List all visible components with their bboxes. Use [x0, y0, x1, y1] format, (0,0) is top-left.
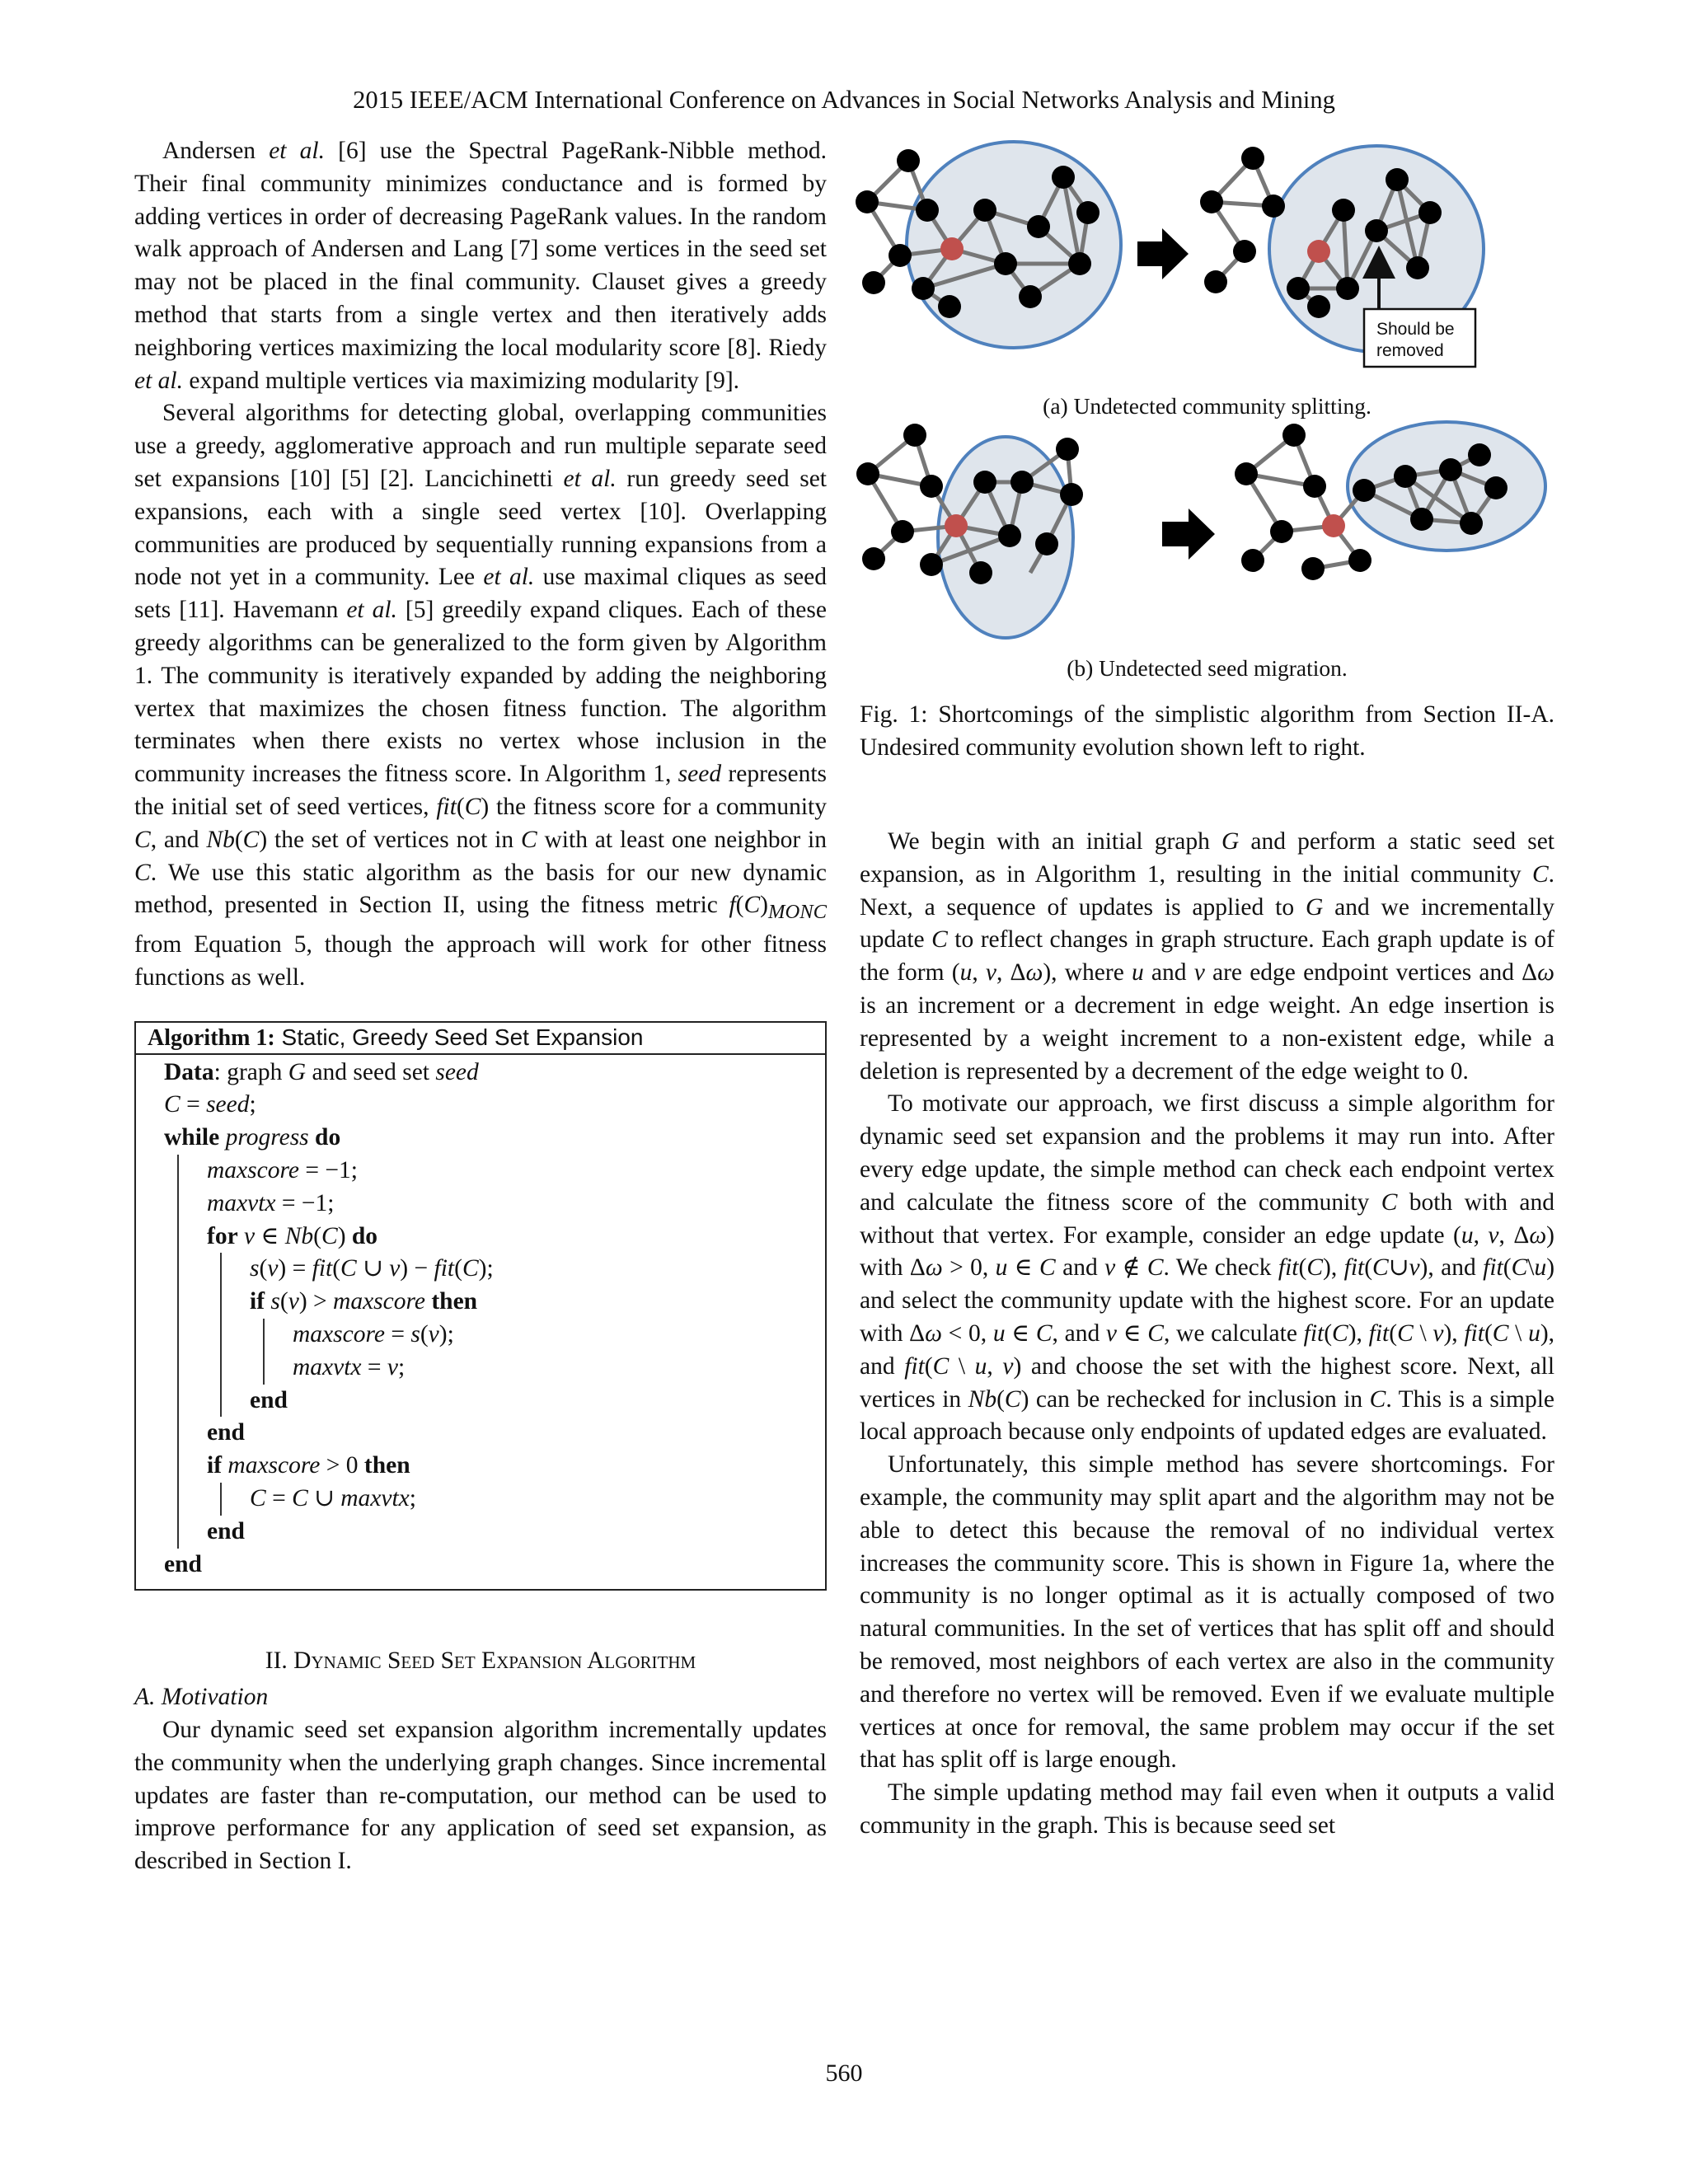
subcaption-b: (b) Undetected seed migration.: [1067, 655, 1348, 681]
section-heading: II. Dynamic Seed Set Expansion Algorithm: [265, 1647, 696, 1675]
subsection-heading: A. Motivation: [134, 1684, 269, 1711]
paragraph: Andersen et al. [6] use the Spectral PageRank-Nibble method. Their final community minimizes conductance and is formed by adding vertices in order of decreasing PageRank values. In the random walk approach of Andersen and Lang [7] some vertices in the seed set may not be placed in the final community. Clauset gives a greedy method that starts from a single vertex and then iteratively adds neighboring vertices maximizing the local modularity score [8]. Riedy et al. expand multiple vertices via maximizing modularity [9].: [134, 138, 827, 394]
algo-line: s(v) = fit(C ∪ v) − fit(C);: [250, 1255, 494, 1282]
seed-vertex: [1322, 514, 1345, 537]
algo-line: for v ∈ Nb(C) do: [207, 1222, 378, 1249]
algo-line: if maxscore > 0 then: [207, 1452, 410, 1479]
paragraph: To motivate our approach, we first discuss a simple algorithm for dynamic seed set expansion and the problems it may run into. After every edge update, the simple method can check each endpoint vertex and calculate the fitness score of the community C both with and without that vertex. For example, consider an edge update (u, v, Δω) with Δω > 0, u ∈ C and v ∉ C. We check fit(C), fit(C∪v), and fit(C\u) and select the community update with the highest score. For an update with Δω < 0, u ∈ C, and v ∈ C, we calculate fit(C), fit(C \ v), fit(C \ u), and fit(C \ u, v) and choose the set with the highest score. Next, all vertices in Nb(C) can be rechecked for inclusion in C. This is a simple local approach because only endpoints of updated edges are evaluated.: [860, 1090, 1555, 1446]
paragraph: We begin with an initial graph G and perform a static seed set expansion, as in Algorithm 1, resulting in the initial community C. Next, a sequence of updates is applied to G and we incrementally update C to reflect changes in graph structure. Each graph update is of the form (u, v, Δω), where u and v are edge endpoint vertices and Δω is an increment or a decrement in edge weight. An edge insertion is represented by a weight increment to a non-existent edge, while a deletion is represented by a decrement of the edge weight to 0.: [860, 828, 1554, 1085]
paragraph: Several algorithms for detecting global, overlapping communities use a greedy, agglomerative approach and run multiple separate seed set expansions [10] [5] [2]. Lancichinetti et al. run greedy seed set expansions, each with a single seed vertex [10]. Overlapping communities are produced by sequentially running expansions from a node not yet in a community. Lee et al. use maximal cliques as seed sets [11]. Havemann et al. [5] greedily expand cliques. Each of these greedy algorithms can be generalized to the form given by Algorithm 1. The community is iteratively expanded by adding the neighboring vertex that maximizes the chosen fitness function. The algorithm terminates when there exists no vertex whose inclusion in the community increases the fitness score. In Algorithm 1, seed represents the initial set of seed vertices, fit(C) the fitness score for a community C, and Nb(C) the set of vertices not in C with at least one neighbor in C. We use this static algorithm as the basis for our new dynamic method, presented in Section II, using the fitness metric $f(C)_{MONC}$ from Equation 5, though the approach will work for other fitness functions as well.: [134, 400, 828, 991]
while-block: [177, 1155, 825, 1549]
algo-line: maxscore = −1;: [207, 1157, 358, 1183]
figure-1a-graph: [849, 132, 1558, 379]
algo-line: end: [164, 1550, 202, 1577]
community-ellipse: [907, 142, 1121, 348]
algo-line: end: [250, 1386, 288, 1413]
algo-line: end: [207, 1517, 245, 1544]
running-header: 2015 IEEE/ACM International Conference on Advances in Social Networks Analysis and Mining: [353, 86, 1335, 114]
seed-vertex: [945, 514, 968, 537]
left-column: [134, 135, 827, 1878]
annotation-text: Should be: [1376, 320, 1455, 339]
algo-line: maxvtx = v;: [293, 1353, 406, 1380]
algorithm-body: [136, 1055, 825, 1590]
paragraph: Our dynamic seed set expansion algorithm incrementally updates the community when the underlying graph changes. Since incremental updates are faster than re-computation, our method can be used to improve performance for any application of seed set expansion, as described in Section I.: [134, 1716, 827, 1875]
algo-line: maxvtx = −1;: [207, 1189, 335, 1216]
algo-line: Data: graph G and seed set seed: [164, 1058, 479, 1085]
algo-line: end: [207, 1419, 245, 1446]
figure-caption: Fig. 1: Shortcomings of the simplistic algorithm from Section II-A. Undesired community evolution shown left to right.: [860, 701, 1554, 761]
right-arrow: [1137, 228, 1189, 279]
seed-vertex: [1307, 240, 1330, 263]
right-column: [860, 826, 1554, 1843]
algorithm-title: Algorithm 1: Static, Greedy Seed Set Expansion: [136, 1023, 825, 1055]
algo-line: if s(v) > maxscore then: [250, 1288, 478, 1315]
figure-1b-graph: [849, 412, 1558, 651]
algo-line: while progress do: [164, 1124, 341, 1151]
if-block: [263, 1319, 825, 1385]
paragraph: Unfortunately, this simple method has severe shortcomings. For example, the community may split apart and the algorithm may not be able to detect this because the removal of no individual vertex increases the community score. This is shown in Figure 1a, where the community is no longer optimal as it is actually composed of two natural communities. In the set of vertices that has split off and should be removed, most neighbors of each vertex are also in the community and therefore no vertex will be removed. Even if we evaluate multiple vertices at once for removal, the same problem may occur if the set that has split off is large enough.: [860, 1451, 1554, 1774]
algo-line: maxscore = s(v);: [293, 1320, 454, 1347]
right-arrow: [1162, 509, 1215, 560]
annotation-text: removed: [1376, 341, 1444, 360]
seed-vertex: [940, 237, 964, 260]
subcaption-a: (a) Undetected community splitting.: [1043, 393, 1372, 419]
for-block: [220, 1253, 825, 1417]
page-number: 560: [825, 2060, 863, 2087]
algo-line: C = seed;: [164, 1091, 256, 1118]
if-block: [220, 1483, 825, 1516]
paragraph: The simple updating method may fail even when it outputs a valid community in the graph. This is because seed set: [860, 1779, 1554, 1839]
algorithm-box: [134, 1021, 827, 1591]
algo-line: C = C ∪ maxvtx;: [250, 1484, 416, 1511]
